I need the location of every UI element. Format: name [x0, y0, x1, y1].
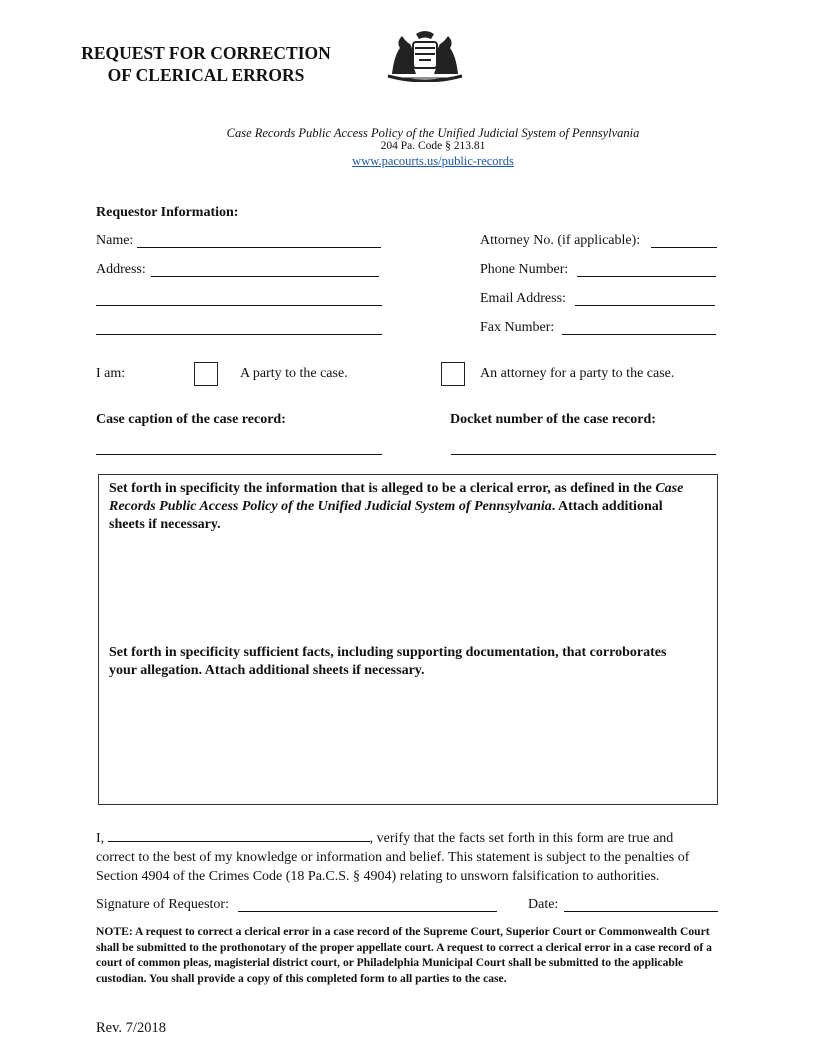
name-label: Name: — [96, 233, 134, 248]
docket-number-label: Docket number of the case record: — [450, 412, 656, 427]
submission-note: NOTE: A request to correct a clerical error in a case record of the Supreme Court, Superior Court or Commonwealth Court shall be submitted to the prothonotary of the proper appellate court. A request to correct a clerical error in a case record of a court of common pleas, magisterial district court, or Philadelphia Municipal Court shall be submitted to the applicable custodian. You shall provide a copy of this completed form to all parties to the case. — [96, 925, 712, 985]
fax-field[interactable] — [562, 334, 716, 335]
revision-date: Rev. 7/2018 — [96, 1020, 166, 1036]
iam-label: I am: — [96, 366, 126, 381]
verification-statement: I, , verify that the facts set forth in this form are true and correct to the best of my knowledge or information and belief. This statement is subject to the penalties of Section 4904 of the Crimes Code (18 Pa.C.S. § 4904) relating to unsworn falsification to authorities. — [96, 831, 690, 884]
policy-citation: Case Records Public Access Policy of the Unified Judicial System of Pennsylvania — [226, 126, 640, 140]
verifier-name-field[interactable] — [108, 829, 370, 842]
email-label: Email Address: — [480, 291, 566, 306]
code-citation: 204 Pa. Code § 213.81 — [380, 140, 486, 152]
name-field[interactable] — [137, 247, 381, 248]
date-field[interactable] — [564, 911, 718, 912]
pennsylvania-coat-of-arms-icon — [386, 30, 464, 82]
signature-label: Signature of Requestor: — [96, 897, 229, 912]
attorney-number-field[interactable] — [651, 247, 717, 248]
attorney-option-label: An attorney for a party to the case. — [480, 366, 675, 381]
supporting-facts-instructions: Set forth in specificity sufficient facts, including supporting documentation, that corroborates your allegation. Attach additional sheets if necessary. — [109, 645, 667, 678]
form-title: REQUEST FOR CORRECTION OF CLERICAL ERRORS — [81, 43, 331, 85]
address-label: Address: — [96, 262, 146, 277]
fax-label: Fax Number: — [480, 320, 555, 335]
clerical-error-instructions: Set forth in specificity the information that is alleged to be a clerical error, as defined in the Case Records Public Access Policy of the Unified Judicial System of Pennsylvania. Attach additional sheets if necessary. — [109, 481, 684, 532]
attorney-number-label: Attorney No. (if applicable): — [480, 233, 641, 248]
address-field-3[interactable] — [96, 334, 382, 335]
party-checkbox[interactable] — [194, 362, 218, 386]
case-caption-field[interactable] — [96, 454, 382, 455]
requestor-heading: Requestor Information: — [96, 205, 239, 220]
case-caption-label: Case caption of the case record: — [96, 412, 286, 427]
phone-label: Phone Number: — [480, 262, 569, 277]
party-option-label: A party to the case. — [240, 366, 348, 381]
attorney-checkbox[interactable] — [441, 362, 465, 386]
docket-number-field[interactable] — [451, 454, 716, 455]
phone-field[interactable] — [577, 276, 716, 277]
signature-field[interactable] — [238, 911, 497, 912]
address-field-1[interactable] — [151, 276, 379, 277]
date-label: Date: — [528, 897, 559, 912]
address-field-2[interactable] — [96, 305, 382, 306]
email-field[interactable] — [575, 305, 715, 306]
public-records-link[interactable]: www.pacourts.us/public-records — [352, 154, 514, 168]
clerical-error-details-box[interactable] — [98, 474, 718, 805]
